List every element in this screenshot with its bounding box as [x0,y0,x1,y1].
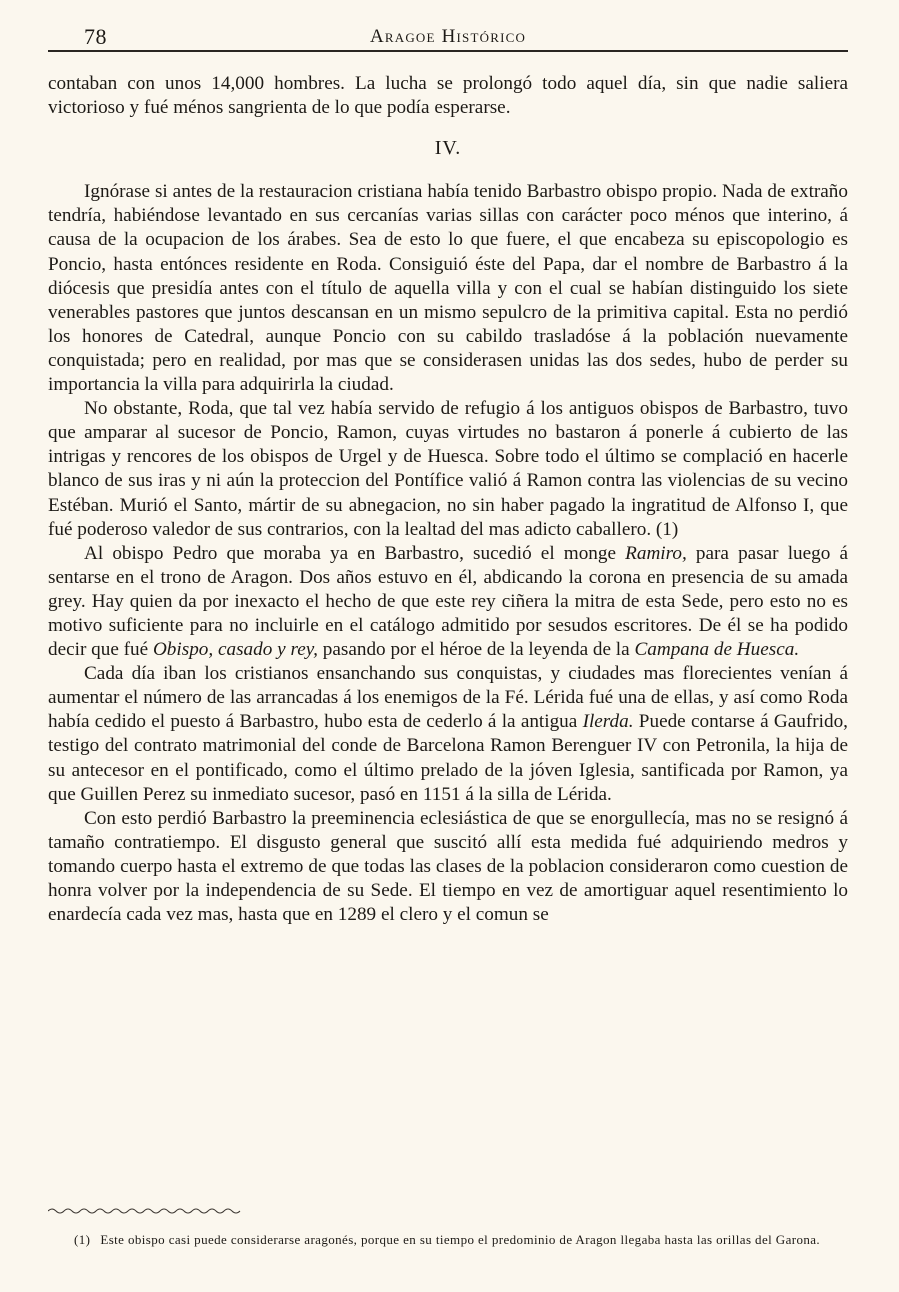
paragraph-text: Puede contarse á Gaufrido, testigo del contrato matrimonial del conde de Barcelona Ramon Berenguer IV con Petronila, la hija de su antecesor en el pontificado, como el último prelado de la jóven Iglesia, santificada por Ramon, ya que Guillen Perez su inmediato sucesor, pasó en 1151 á la silla de Lérida. [48,711,848,805]
body-text [48,72,848,927]
paragraph [48,662,848,807]
italic-text: Ramiro, [625,542,687,564]
paragraph [48,542,848,662]
footnote-text: Este obispo casi puede considerarse aragonés, porque en su tiempo el predominio de Aragon llegaba hasta las orillas del Garona. [100,1232,821,1247]
page-header [48,22,848,52]
italic-text: Campana de Huesca. [634,639,800,661]
paragraph-text: pasando por el héroe de la leyenda de la [317,639,635,661]
italic-text: Ilerda. [582,711,634,733]
paragraph-continuation: contaban con unos 14,000 hombres. La lucha se prolongó todo aquel día, sin que nadie saliera victorioso y fué ménos sangrienta de lo que podía esperarse. [48,73,848,119]
footnote-rule [48,1206,248,1216]
paragraph: No obstante, Roda, que tal vez había servido de refugio á los antiguos obispos de Barbastro, tuvo que amparar al sucesor de Poncio, Ramon, cuyas virtudes no bastaron á ponerle á cubierto de las intrigas y rencores de los obispos de Urgel y de Huesca. Sobre todo el último se complació en hacerle blanco de sus iras y ni aún la proteccion del Pontífice valió á Ramon contra las violencias de su vecino Estéban. Murió el Santo, mártir de su abnegacion, no sin haber pagado la ingratitud de Alfonso I, que fué poderoso valedor de sus contrarios, con la lealtad del mas adicto caballero. (1) [48,398,848,540]
paragraph-text: Al obispo Pedro que moraba ya en Barbastro, sucedió el monge [84,542,626,564]
paragraph: Con esto perdió Barbastro la preeminencia eclesiástica de que se enorgullecía, mas no se resignó á tamaño contratiempo. El disgusto general que suscitó allí esta medida fué adquiriendo medros y tomando cuerpo hasta el extremo de que todas las clases de la poblacion consideraron como cuestion de honra volver por la independencia de su Sede. El tiempo en vez de amortiguar aquel resentimiento lo enardecía cada vez mas, hasta que en 1289 el clero y el comun se [48,807,848,926]
footnote [48,1230,848,1250]
section-heading: IV. [434,137,462,160]
page-number: 78 [84,24,107,49]
italic-text: Obispo, casado y rey, [152,639,318,661]
footnote-mark: (1) [74,1232,91,1247]
paragraph-text: Cada día iban los cristianos ensanchando sus conquistas, y ciudades mas florecientes venían á aumentar el número de las arrancadas á los enemigos de la Fé. Lérida fué una de ellas, y así como Roda había cedido el puesto á Barbastro, hubo esta de cederlo á la antigua [48,663,848,733]
paragraph-text: para pasar luego á sentarse en el trono de Aragon. Dos años estuvo en él, abdicando la corona en presencia de su amada grey. Hay quien da por inexacto el hecho de que este rey ciñera la mitra de esta Sede, pero esto no es motivo suficiente para no incluirle en el catálogo admitido por sesudos escritores. De él se ha podido decir que fué [48,542,848,661]
paragraph: Ignórase si antes de la restauracion cristiana había tenido Barbastro obispo propio. Nada de extraño tendría, habiéndose levantado en sus cercanías varias sillas con carácter poco ménos que interino, á causa de la ocupacion de los árabes. Sea de esto lo que fuere, el que encabeza su episcopologio es Poncio, hasta entónces residente en Roda. Consiguió éste del Papa, dar el nombre de Barbastro á la diócesis que presidía antes con el título de aquella villa y con el cual se habían distinguido los siete venerables pastores que juntos descansan en un mismo sepulcro de la primitiva capital. Esta no perdió los honores de Catedral, aunque Poncio con su cabildo trasladóse á la población nuevamente conquistada; pero en realidad, por mas que se considerasen unidas las dos sedes, hubo de perder su importancia la villa para adquirirla la ciudad. [48,181,848,396]
running-title: Aragoe Histórico [369,26,527,47]
